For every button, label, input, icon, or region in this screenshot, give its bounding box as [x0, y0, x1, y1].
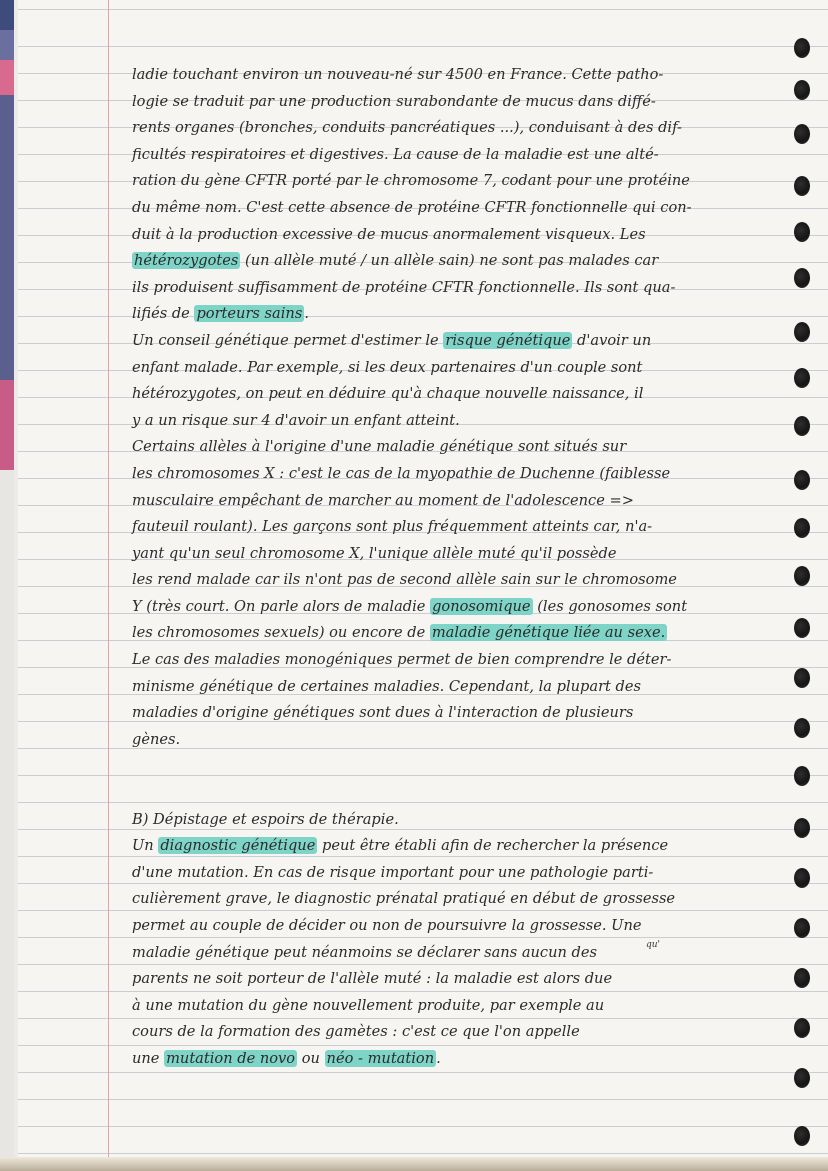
highlighted-term: mutation de novo — [166, 1049, 296, 1067]
note-text: ou — [297, 1049, 325, 1067]
binding-holes — [778, 0, 814, 1171]
binding-hole-icon — [794, 176, 810, 196]
note-line: gènes. — [132, 730, 181, 748]
note-line: ficultés respiratoires et digestives. La cause de la maladie est une alté- — [132, 145, 659, 163]
note-line: yant qu'un seul chromosome X, l'unique allèle muté qu'il possède — [132, 544, 617, 562]
note-line: hétérozygotes, on peut en déduire qu'à chaque nouvelle naissance, il — [132, 385, 644, 403]
note-text: peut être établi afin de rechercher la présence — [317, 837, 669, 855]
note-text: d'avoir un — [572, 331, 652, 349]
binding-hole-icon — [794, 80, 810, 100]
binding-hole-icon — [794, 38, 810, 58]
margin-line — [108, 0, 109, 1171]
binding-hole-icon — [794, 918, 810, 938]
binding-hole-icon — [794, 416, 810, 436]
notebook-cover-edge — [0, 0, 18, 1171]
binding-hole-icon — [794, 124, 810, 144]
note-line — [132, 594, 782, 621]
note-line: ladie touchant environ un nouveau-né sur 4500 en France. Cette patho- — [132, 66, 664, 83]
note-line: à une mutation du gène nouvellement produite, par exemple au — [132, 996, 605, 1014]
highlighted-term: hétérozygotes — [134, 252, 239, 270]
note-line — [132, 248, 782, 275]
highlighted-term: gonosomique — [432, 597, 531, 615]
binding-hole-icon — [794, 718, 810, 738]
note-text: lifiés de — [132, 305, 195, 323]
note-line — [132, 328, 782, 355]
note-line — [132, 620, 782, 647]
binding-hole-icon — [794, 818, 810, 838]
binding-hole-icon — [794, 868, 810, 888]
note-line: les rend malade car ils n'ont pas de second allèle sain sur le chromosome — [132, 571, 677, 589]
note-line: les chromosomes X : c'est le cas de la myopathie de Duchenne (faiblesse — [132, 464, 671, 482]
note-text: (les gonosomes sont — [532, 597, 688, 615]
note-line: d'une mutation. En cas de risque important pour une pathologie parti- — [132, 863, 654, 881]
section-heading: B) Dépistage et espoirs de thérapie. — [132, 810, 399, 828]
binding-hole-icon — [794, 470, 810, 490]
binding-hole-icon — [794, 1018, 810, 1038]
note-line: cours de la formation des gamètes : c'est ce que l'on appelle — [132, 1023, 580, 1041]
binding-hole-icon — [794, 322, 810, 342]
note-text: une — [132, 1049, 165, 1067]
binding-hole-icon — [794, 1126, 810, 1146]
note-line — [132, 1046, 782, 1073]
note-line: maladie génétique peut néanmoins se déclarer sans aucun des — [132, 943, 597, 961]
binding-hole-icon — [794, 668, 810, 688]
highlighted-term: néo - mutation — [326, 1049, 435, 1067]
note-line: duit à la production excessive de mucus anormalement visqueux. Les — [132, 225, 646, 243]
binding-hole-icon — [794, 618, 810, 638]
note-line: rents organes (bronches, conduits pancréatiques ...), conduisant à des dif- — [132, 119, 682, 137]
note-line: minisme génétique de certaines maladies. Cependant, la plupart des — [132, 677, 642, 695]
highlighted-term: diagnostic génétique — [160, 837, 316, 855]
note-line: maladies d'origine génétiques sont dues à l'interaction de plusieurs — [132, 704, 634, 722]
note-text: Y (très court. On parle alors de maladie — [132, 597, 431, 615]
note-line: y a un risque sur 4 d'avoir un enfant atteint. — [132, 411, 460, 429]
highlighted-term: maladie génétique liée au sexe. — [431, 624, 666, 642]
highlighted-term: risque génétique — [445, 331, 571, 349]
binding-hole-icon — [794, 518, 810, 538]
inserted-word: qu' — [646, 940, 661, 950]
note-line: ration du gène CFTR porté par le chromosome 7, codant pour une protéine — [132, 172, 690, 190]
binding-hole-icon — [794, 368, 810, 388]
note-text: les chromosomes sexuels) ou encore de — [132, 624, 430, 642]
binding-hole-icon — [794, 1068, 810, 1088]
note-line: logie se traduit par une production surabondante de mucus dans diffé- — [132, 92, 656, 110]
note-line: parents ne soit porteur de l'allèle muté : la maladie est alors due — [132, 970, 613, 988]
note-line — [132, 301, 782, 328]
note-line: ils produisent suffisamment de protéine CFTR fonctionnelle. Ils sont qua- — [132, 278, 676, 296]
note-line: du même nom. C'est cette absence de protéine CFTR fonctionnelle qui con- — [132, 198, 692, 216]
note-text: Un — [132, 837, 159, 855]
note-line: Le cas des maladies monogéniques permet de bien comprendre le déter- — [132, 651, 672, 669]
binding-hole-icon — [794, 766, 810, 786]
note-text: Un conseil génétique permet d'estimer le — [132, 331, 444, 349]
handwritten-notes — [132, 62, 782, 1073]
note-line: Certains allèles à l'origine d'une maladie génétique sont situés sur — [132, 438, 627, 456]
highlighted-term: porteurs sains — [196, 305, 303, 323]
binding-hole-icon — [794, 566, 810, 586]
note-line: musculaire empêchant de marcher au moment de l'adolescence => — [132, 491, 634, 509]
binding-hole-icon — [794, 222, 810, 242]
note-text: (un allèle muté / un allèle sain) ne sont pas malades car — [240, 252, 659, 270]
binding-hole-icon — [794, 268, 810, 288]
page-bottom-edge — [0, 1157, 828, 1171]
note-line: fauteuil roulant). Les garçons sont plus fréquemment atteints car, n'a- — [132, 518, 653, 536]
note-line: permet au couple de décider ou non de poursuivre la grossesse. Une — [132, 917, 642, 934]
note-line: enfant malade. Par exemple, si les deux partenaires d'un couple sont — [132, 358, 643, 376]
note-text: . — [304, 305, 309, 323]
binding-hole-icon — [794, 968, 810, 988]
note-text: . — [436, 1049, 441, 1067]
note-line — [132, 833, 782, 860]
note-line: culièrement grave, le diagnostic prénatal pratiqué en début de grossesse — [132, 890, 676, 908]
